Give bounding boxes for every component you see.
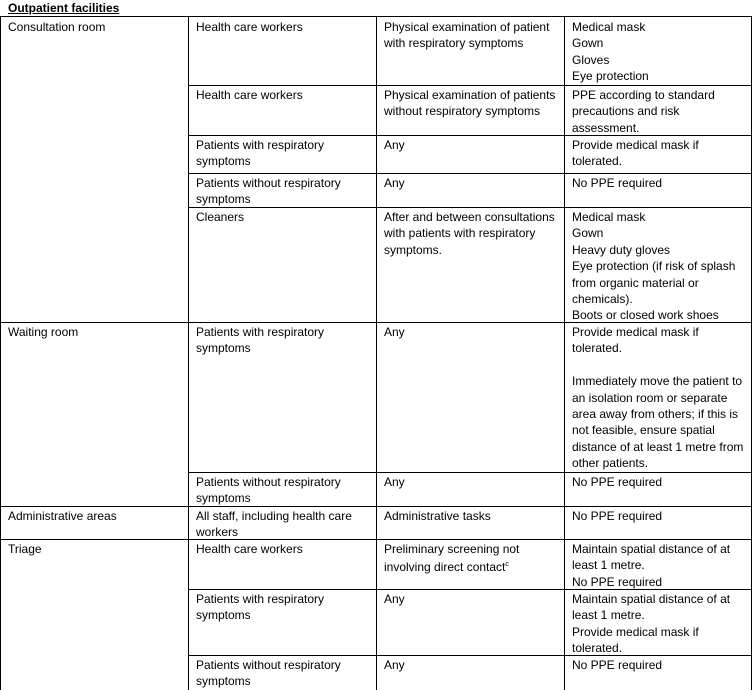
cell-line: tolerated. [572, 341, 623, 356]
activity-cell [384, 508, 491, 524]
activity-cell [384, 87, 555, 120]
activity-cell [384, 19, 549, 52]
cell-line: Any [384, 176, 405, 190]
cell-line: Any [384, 658, 405, 672]
setting-cell [8, 541, 42, 557]
cell-line: symptoms [196, 341, 251, 356]
cell-line: No PPE required [572, 574, 663, 589]
ppe-cell [572, 87, 715, 136]
cell-line: Patients with respiratory [196, 325, 325, 339]
target-cell [196, 19, 303, 35]
target-cell [196, 137, 324, 170]
cell-line: Cleaners [196, 210, 245, 224]
cell-line: Gown [572, 36, 604, 51]
cell-line: Patients with respiratory [196, 592, 325, 606]
target-cell [196, 657, 341, 690]
target-cell [196, 87, 303, 103]
row-divider [188, 173, 752, 174]
ppe-cell [572, 175, 662, 191]
row-divider [188, 472, 752, 473]
cell-line: No PPE required [572, 509, 663, 523]
cell-line: Medical mask [572, 20, 646, 34]
cell-line: involving direct contact$^c$ [384, 560, 509, 575]
cell-line: Physical examination of patient [384, 20, 550, 34]
activity-cell [384, 324, 405, 340]
cell-line: precautions and risk [572, 104, 680, 119]
ppe-cell [572, 324, 743, 472]
cell-line: symptoms [196, 608, 251, 623]
cell-line: an isolation room or separate [572, 390, 728, 405]
target-cell [196, 508, 352, 541]
cell-line: No PPE required [572, 176, 663, 190]
cell-line: Any [384, 138, 405, 152]
activity-cell [384, 175, 405, 191]
cell-line: chemicals). [572, 292, 633, 307]
cell-line: Administrative tasks [384, 509, 491, 523]
cell-line: Physical examination of patients [384, 88, 556, 102]
cell-line: Patients without respiratory [196, 176, 341, 190]
cell-line: not feasible, ensure spatial [572, 423, 715, 438]
cell-line: Provide medical mask if [572, 138, 699, 152]
column-divider [0, 17, 1, 690]
ppe-cell [572, 209, 735, 324]
activity-cell [384, 474, 405, 490]
cell-line: with respiratory symptoms [384, 36, 524, 51]
cell-line: distance of at least 1 metre from [572, 439, 744, 454]
cell-line: Patients without respiratory [196, 475, 341, 489]
setting-cell [8, 19, 105, 35]
target-cell [196, 541, 303, 557]
cell-line: Health care workers [196, 20, 303, 34]
cell-line: Health care workers [196, 542, 303, 556]
activity-cell [384, 591, 405, 607]
cell-line: Gown [572, 226, 604, 241]
cell-line: No PPE required [572, 658, 663, 672]
cell-line: Provide medical mask if [572, 624, 699, 639]
row-divider [0, 539, 752, 540]
cell-line: After and between consultations [384, 210, 555, 224]
target-cell [196, 324, 324, 357]
ppe-cell [572, 541, 730, 590]
cell-line: Administrative areas [8, 509, 117, 523]
cell-line: Consultation room [8, 20, 106, 34]
section-header [0, 0, 752, 17]
cell-line: Eye protection [572, 69, 649, 84]
cell-line: Patients with respiratory [196, 138, 325, 152]
cell-line: symptoms [196, 674, 251, 689]
cell-line: with patients with respiratory [384, 226, 536, 241]
activity-cell [384, 209, 555, 258]
cell-line: assessment. [572, 120, 640, 135]
footnote-marker: c [505, 561, 509, 569]
cell-line: from organic material or [572, 275, 699, 290]
cell-line: Patients without respiratory [196, 658, 341, 672]
cell-line [572, 357, 743, 373]
ppe-cell [572, 657, 662, 673]
cell-line: Maintain spatial distance of at [572, 592, 731, 606]
cell-line: Provide medical mask if [572, 325, 699, 339]
cell-line: area away from others; if this is [572, 407, 739, 422]
cell-line: Any [384, 325, 405, 339]
cell-line: Eye protection (if risk of splash [572, 259, 736, 274]
row-divider [0, 506, 752, 507]
target-cell [196, 591, 324, 624]
ppe-cell [572, 19, 649, 85]
cell-line: symptoms [196, 154, 251, 169]
target-cell [196, 474, 341, 507]
cell-line: Triage [8, 542, 42, 556]
cell-line: workers [196, 525, 239, 540]
cell-line: PPE according to standard [572, 88, 715, 102]
cell-line: Any [384, 592, 405, 606]
cell-line: symptoms. [384, 242, 443, 257]
activity-cell [384, 657, 405, 673]
ppe-cell [572, 474, 662, 490]
section-title: Outpatient facilities [8, 1, 120, 15]
ppe-cell [572, 591, 730, 657]
cell-line: Health care workers [196, 88, 303, 102]
cell-line: Medical mask [572, 210, 646, 224]
activity-cell [384, 137, 405, 153]
setting-cell [8, 324, 78, 340]
activity-cell [384, 541, 519, 576]
cell-line: Waiting room [8, 325, 79, 339]
cell-line: tolerated. [572, 154, 623, 169]
cell-line: Gloves [572, 52, 610, 67]
cell-line: Maintain spatial distance of at [572, 542, 731, 556]
ppe-cell [572, 508, 662, 524]
target-cell [196, 209, 244, 225]
ppe-cell [572, 137, 699, 170]
cell-line: Heavy duty gloves [572, 242, 671, 257]
cell-line: other patients. [572, 456, 649, 471]
cell-line: Any [384, 475, 405, 489]
cell-line: least 1 metre. [572, 608, 645, 623]
row-divider [188, 85, 752, 86]
target-cell [196, 175, 341, 208]
cell-line: least 1 metre. [572, 558, 645, 573]
cell-line: Boots or closed work shoes [572, 308, 719, 323]
cell-line: All staff, including health care [196, 509, 352, 523]
setting-cell [8, 508, 117, 524]
cell-line: Immediately move the patient to [572, 374, 743, 389]
cell-line: Preliminary screening not [384, 542, 520, 556]
cell-line: symptoms [196, 192, 251, 207]
cell-line: symptoms [196, 491, 251, 506]
cell-line: tolerated. [572, 641, 623, 656]
cell-line: No PPE required [572, 475, 663, 489]
cell-line: without respiratory symptoms [384, 104, 541, 119]
